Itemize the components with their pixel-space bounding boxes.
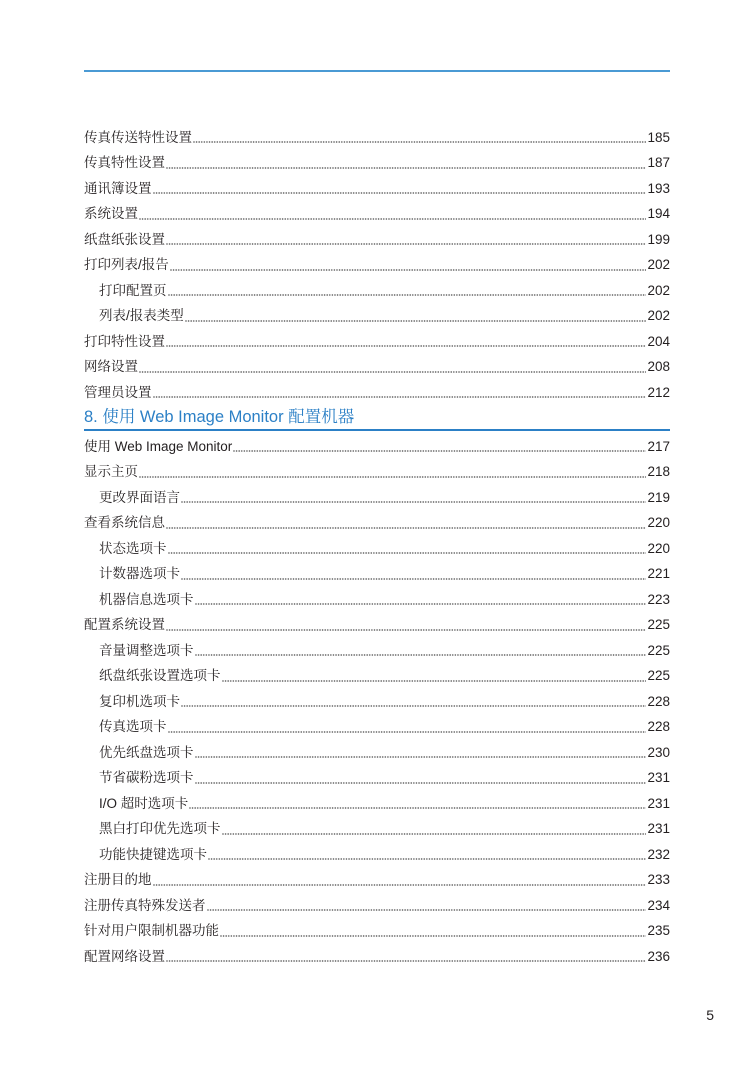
toc-subentry[interactable] [84,766,670,792]
dot-leader [195,756,647,758]
toc-entry-page-number: 225 [647,642,670,658]
toc-entry-page-number: 204 [647,333,670,349]
toc-entry-page-number: 185 [647,129,670,145]
toc-entry-title: 计数器选项卡 [99,566,180,582]
toc-entry-title: 更改界面语言 [99,489,180,505]
toc-entry-title: 通讯簿设置 [84,180,152,196]
dot-leader [166,527,646,529]
toc-entry-title: 黑白打印优先选项卡 [99,821,221,837]
toc-subentry[interactable] [84,587,670,613]
toc-entry[interactable] [84,329,670,355]
toc-subentry[interactable] [84,536,670,562]
toc-entry[interactable] [84,151,670,177]
toc-entry-title: 纸盘纸张设置选项卡 [99,668,221,684]
toc-entry-title: 传真选项卡 [99,719,167,735]
dot-leader [181,501,646,503]
page-number: 5 [706,1007,714,1023]
toc-entry-page-number: 231 [647,821,670,837]
toc-entry[interactable] [84,202,670,228]
toc-entry-page-number: 199 [647,231,670,247]
toc-subentry[interactable] [84,278,670,304]
section-heading-text: 8. 使用 Web Image Monitor 配置机器 [84,408,355,426]
toc-entry-title: I/O 超时选项卡 [99,795,189,811]
toc-entry-title: 管理员设置 [84,384,152,400]
toc-entry-page-number: 202 [647,257,670,273]
header-rule [84,70,670,72]
toc-entry[interactable] [84,176,670,202]
toc-entry[interactable] [84,253,670,279]
toc-entry-page-number: 234 [647,897,670,913]
toc-entry-title: 注册目的地 [84,872,152,888]
toc-entry-title: 打印列表/报告 [84,257,169,273]
toc-entry[interactable] [84,227,670,253]
toc-entry-page-number: 225 [647,668,670,684]
toc-entry-title: 使用 Web Image Monitor [84,438,233,454]
toc-entry-title: 传真传送特性设置 [84,129,192,145]
toc-subentry[interactable] [84,304,670,330]
toc-entry-page-number: 225 [647,617,670,633]
dot-leader [139,218,646,220]
dot-leader [233,450,646,452]
toc-entry[interactable] [84,919,670,945]
toc-subentry[interactable] [84,562,670,588]
dot-leader [189,807,646,809]
dot-leader [208,858,646,860]
toc-entry-page-number: 232 [647,846,670,862]
toc-entry-page-number: 218 [647,464,670,480]
toc-entry-title: 显示主页 [84,464,138,480]
dot-leader [195,654,647,656]
toc-entry[interactable] [84,868,670,894]
dot-leader [168,294,647,296]
dot-leader [166,243,646,245]
toc-entry-page-number: 223 [647,591,670,607]
toc-entry-page-number: 228 [647,693,670,709]
toc-entry-page-number: 202 [647,308,670,324]
dot-leader [207,909,647,911]
toc-entry-title: 配置网络设置 [84,948,165,964]
section-heading[interactable] [84,405,670,431]
dot-leader [166,167,646,169]
toc-entry-title: 注册传真特殊发送者 [84,897,206,913]
toc-entry-page-number: 233 [647,872,670,888]
toc-entry-page-number: 231 [647,795,670,811]
toc-entry-title: 配置系统设置 [84,617,165,633]
toc-entry-page-number: 220 [647,515,670,531]
dot-leader [181,578,646,580]
toc-entry-page-number: 187 [647,155,670,171]
toc-entry-title: 查看系统信息 [84,515,165,531]
dot-leader [139,476,646,478]
toc-entry-title: 优先纸盘选项卡 [99,744,194,760]
toc-subentry[interactable] [84,817,670,843]
toc-entry-title: 状态选项卡 [99,540,167,556]
dot-leader [181,705,646,707]
toc-entry-page-number: 231 [647,770,670,786]
toc-entry[interactable] [84,944,670,970]
toc-entry-title: 网络设置 [84,359,138,375]
toc-entry-title: 列表/报表类型 [99,308,184,324]
dot-leader [168,552,647,554]
toc-entry-page-number: 217 [647,438,670,454]
dot-leader [193,141,646,143]
toc-entry-page-number: 193 [647,180,670,196]
toc-entry-page-number: 221 [647,566,670,582]
toc-entry[interactable] [84,511,670,537]
dot-leader [153,396,647,398]
toc-entry-page-number: 208 [647,359,670,375]
dot-leader [195,603,647,605]
toc-entry-title: 节省碳粉选项卡 [99,770,194,786]
toc-subentry[interactable] [84,638,670,664]
dot-leader [166,629,646,631]
dot-leader [185,320,647,322]
dot-leader [170,269,647,271]
toc-entry[interactable] [84,460,670,486]
dot-leader [153,192,647,194]
toc-entry-title: 机器信息选项卡 [99,591,194,607]
toc-entry[interactable] [84,893,670,919]
toc-entry-title: 打印配置页 [99,282,167,298]
toc-entry[interactable] [84,434,670,460]
toc-entry-title: 系统设置 [84,206,138,222]
dot-leader [195,782,647,784]
toc-entry-page-number: 220 [647,540,670,556]
toc-entry-page-number: 235 [647,923,670,939]
toc-subentry[interactable] [84,842,670,868]
toc-list [84,125,670,406]
toc-entry-page-number: 236 [647,948,670,964]
toc-entry[interactable] [84,355,670,381]
toc-entry-title: 功能快捷键选项卡 [99,846,207,862]
dot-leader [166,960,646,962]
toc-entry-title: 针对用户限制机器功能 [84,923,219,939]
toc-subentry[interactable] [84,740,670,766]
toc-subentry[interactable] [84,485,670,511]
toc-subentry[interactable] [84,664,670,690]
toc-subentry[interactable] [84,689,670,715]
dot-leader [222,680,647,682]
toc-subentry[interactable] [84,715,670,741]
toc-entry-page-number: 194 [647,206,670,222]
dot-leader [166,345,646,347]
dot-leader [153,884,647,886]
dot-leader [222,833,647,835]
toc-entry-page-number: 212 [647,384,670,400]
toc-entry-title: 传真特性设置 [84,155,165,171]
toc-subentry[interactable] [84,791,670,817]
dot-leader [220,935,646,937]
dot-leader [168,731,647,733]
toc-entry-page-number: 202 [647,282,670,298]
toc-entry[interactable] [84,125,670,151]
dot-leader [139,371,646,373]
toc-entry[interactable] [84,380,670,406]
toc-entry-title: 音量调整选项卡 [99,642,194,658]
toc-entry-title: 纸盘纸张设置 [84,231,165,247]
toc-entry-page-number: 230 [647,744,670,760]
toc-entry[interactable] [84,613,670,639]
toc-list [84,434,670,970]
toc-entry-title: 复印机选项卡 [99,693,180,709]
toc-entry-title: 打印特性设置 [84,333,165,349]
toc-entry-page-number: 228 [647,719,670,735]
toc-entry-page-number: 219 [647,489,670,505]
